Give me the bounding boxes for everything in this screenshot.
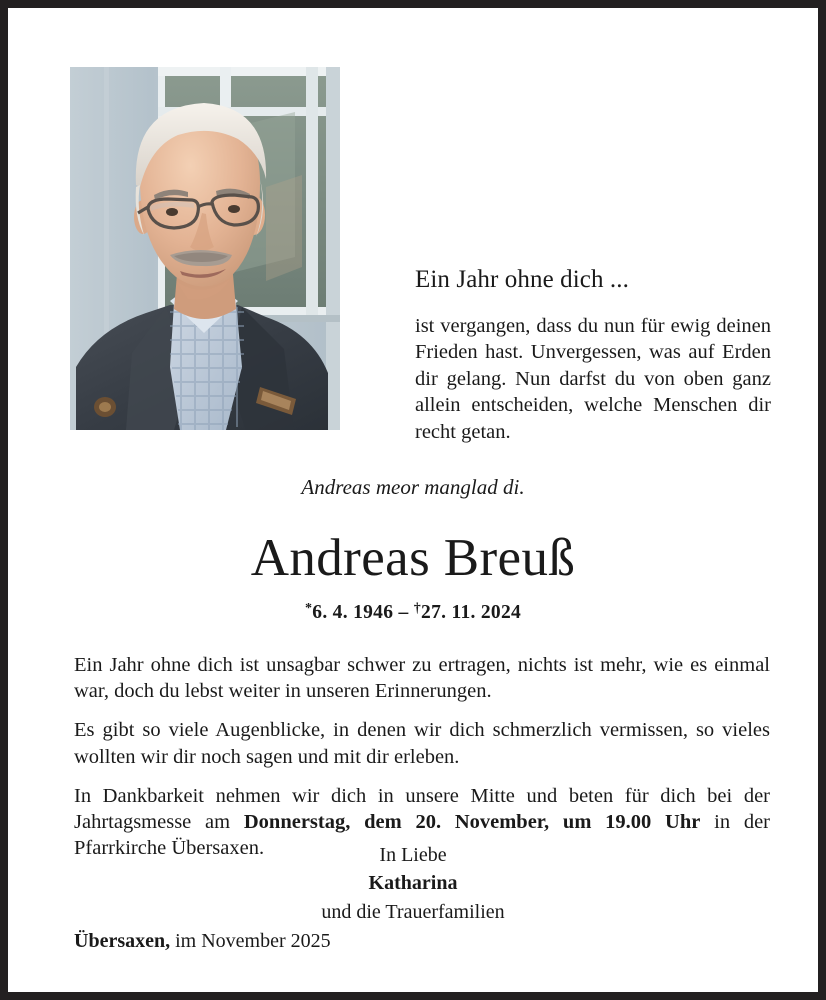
birth-date: 6. 4. 1946 xyxy=(312,601,394,623)
portrait-photo-image xyxy=(70,67,340,430)
date-separator: – xyxy=(398,601,409,623)
death-date: 27. 11. 2024 xyxy=(421,601,522,623)
paragraph: Ein Jahr ohne dich ist unsagbar schwer zu ertragen, nichts ist mehr, wie es einmal war, doch du lebst weiter in unseren Erinnerungen. xyxy=(74,654,770,703)
deceased-name: Andreas Breuß xyxy=(250,529,576,587)
poem-block xyxy=(415,266,771,446)
signature-block xyxy=(8,841,818,926)
paragraph: Es gibt so viele Augenblicke, in denen wir dich schmerzlich vermissen, so vieles wollten wir dir noch sagen und mit dir erleben. xyxy=(74,719,770,768)
birth-symbol: * xyxy=(304,600,313,616)
poem-body: ist vergangen, dass du nun für ewig deinen Frieden hast. Unvergessen, was auf Erden dir gelang. Nun darfst du von oben ganz allein entscheiden, welche Menschen dir recht getan. xyxy=(415,314,771,444)
signature-intro: In Liebe xyxy=(379,844,447,866)
footer-place: Übersaxen, xyxy=(74,930,171,952)
paragraph: In Dankbarkeit nehmen wir dich in unsere Mitte und beten für dich bei der Jahrtagsmesse am Donnerstag, dem 20. November, um 19.00 Uhr in der Pfarrkirche Übersaxen. xyxy=(74,784,771,860)
notice-sheet xyxy=(8,8,818,992)
footer-date: im November 2025 xyxy=(170,930,331,952)
dialect-line: Andreas meor manglad di. xyxy=(301,475,525,499)
life-dates xyxy=(8,600,818,624)
death-symbol: † xyxy=(413,600,422,616)
footer-line xyxy=(74,930,331,953)
signature-family: und die Trauerfamilien xyxy=(321,900,505,923)
portrait-photo xyxy=(70,67,340,430)
poem-title: Ein Jahr ohne dich ... xyxy=(415,266,629,293)
signature-name: Katharina xyxy=(368,872,458,895)
memorial-text xyxy=(74,652,770,862)
